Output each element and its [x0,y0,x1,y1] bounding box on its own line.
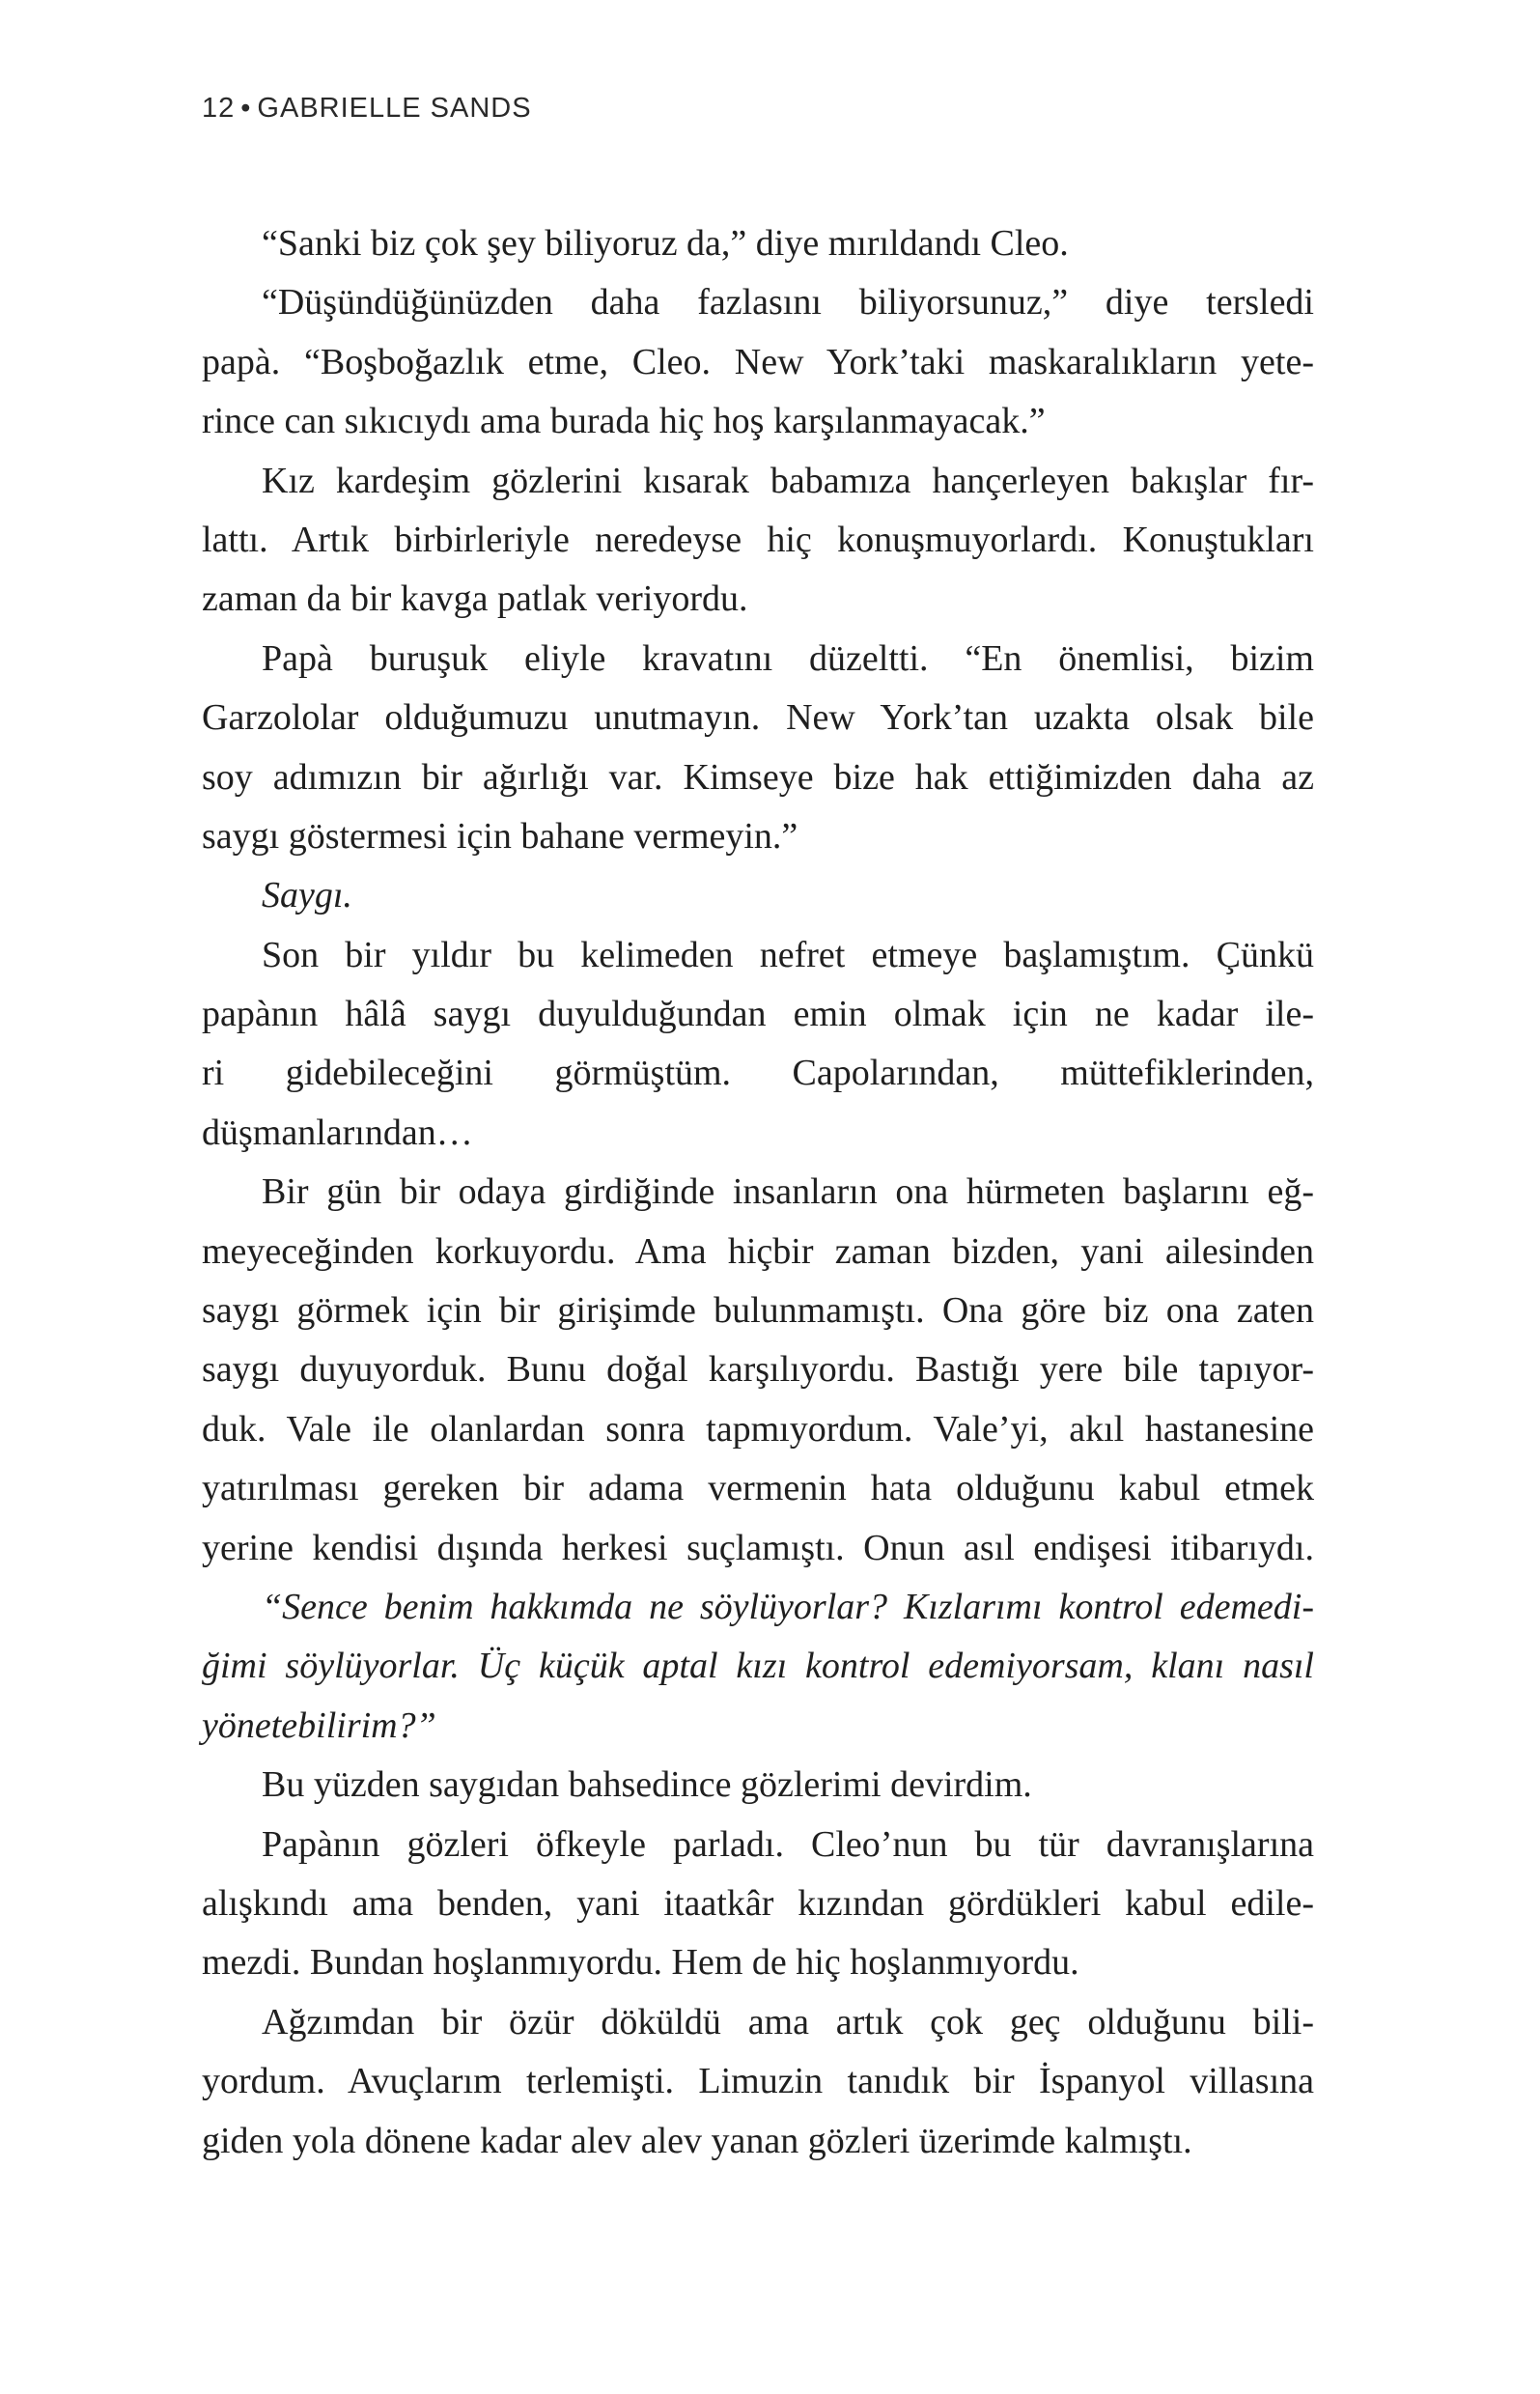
text-line: Son bir yıldır bu kelimeden nefret etmeye başlamıştım. Çünkü [262,934,1314,975]
text-line: “Düşündüğünüzden daha fazlasını biliyorsunuz,” diye tersledi [262,282,1314,324]
text-line: saygı duyuyorduk. Bunu doğal karşılıyordu. Bastığı yere bile tapıyor- [202,1349,1314,1391]
page-number: 12 [202,93,236,124]
text-line: saygı göstermesi için bahane vermeyin.” [202,815,798,857]
text-line: ri gidebileceğini görmüştüm. Capolarından, müttefiklerinden, [202,1053,1314,1094]
text-line: ğimi söylüyorlar. Üç küçük aptal kızı kontrol edemiyorsam, klanı nasıl [202,1646,1314,1687]
text-line: Garzololar olduğumuzu unutmayın. New York’tan uzakta olsak bile [202,697,1314,739]
text-line: papànın hâlâ saygı duyulduğundan emin olmak için ne kadar ile- [202,994,1314,1035]
text-line: meyeceğinden korkuyordu. Ama hiçbir zaman bizden, yani ailesinden [202,1230,1314,1272]
text-line: “Sence benim hakkımda ne söylüyorlar? Kızlarımı kontrol edemedi- [262,1586,1314,1627]
text-line: Kız kardeşim gözlerini kısarak babamıza hançerleyen bakışlar fır- [262,460,1314,501]
body-text [202,214,1314,2171]
text-line: yordum. Avuçlarım terlemişti. Limuzin tanıdık bir İspanyol villasına [202,2061,1314,2102]
text-line: düşmanlarından… [202,1112,473,1153]
text-line: mezdi. Bundan hoşlanmıyordu. Hem de hiç hoşlanmıyordu. [202,1942,1079,1984]
text-line: “Sanki biz çok şey biliyoruz da,” diye mırıldandı Cleo. [262,223,1069,264]
text-line: yatırılması gereken bir adama vermenin hata olduğunu kabul etmek [202,1468,1314,1509]
text-line: Papà buruşuk eliyle kravatını düzeltti. “En önemlisi, bizim [262,637,1314,679]
text-line: giden yola dönene kadar alev alev yanan gözleri üzerimde kalmıştı. [202,2120,1192,2161]
running-head [202,93,532,125]
text-line: papà. “Boşboğazlık etme, Cleo. New York’taki maskaralıkların yete- [202,341,1314,382]
text-line: Bu yüzden saygıdan bahsedince gözlerimi devirdim. [262,1764,1032,1806]
text-line: saygı görmek için bir girişimde bulunmamıştı. Ona göre biz ona zaten [202,1290,1314,1332]
text-line: Papànın gözleri öfkeyle parladı. Cleo’nun bu tür davranışlarına [262,1823,1314,1865]
text-line: Ağzımdan bir özür döküldü ama artık çok geç olduğunu bili- [262,2001,1314,2042]
text-line: rince can sıkıcıydı ama burada hiç hoş karşılanmayacak.” [202,401,1046,442]
text-line: zaman da bir kavga patlak veriyordu. [202,578,748,620]
text-line: yönetebilirim?” [202,1704,436,1746]
text-line: alışkındı ama benden, yani itaatkâr kızından gördükleri kabul edile- [202,1882,1314,1924]
text-line: lattı. Artık birbirleriyle neredeyse hiç konuşmuyorlardı. Konuştukları [202,519,1314,560]
author-name: GABRIELLE SANDS [257,93,532,124]
header-separator: • [240,93,252,124]
text-line: yerine kendisi dışında herkesi suçlamıştı. Onun asıl endişesi itibarıydı. [202,1527,1314,1568]
text-line: soy adımızın bir ağırlığı var. Kimseye bize hak ettiğimizden daha az [202,756,1314,798]
text-line: Saygı. [262,875,352,916]
text-line: duk. Vale ile olanlardan sonra tapmıyordum. Vale’yi, akıl hastanesine [202,1408,1314,1450]
text-line: Bir gün bir odaya girdiğinde insanların ona hürmeten başlarını eğ- [262,1171,1314,1213]
